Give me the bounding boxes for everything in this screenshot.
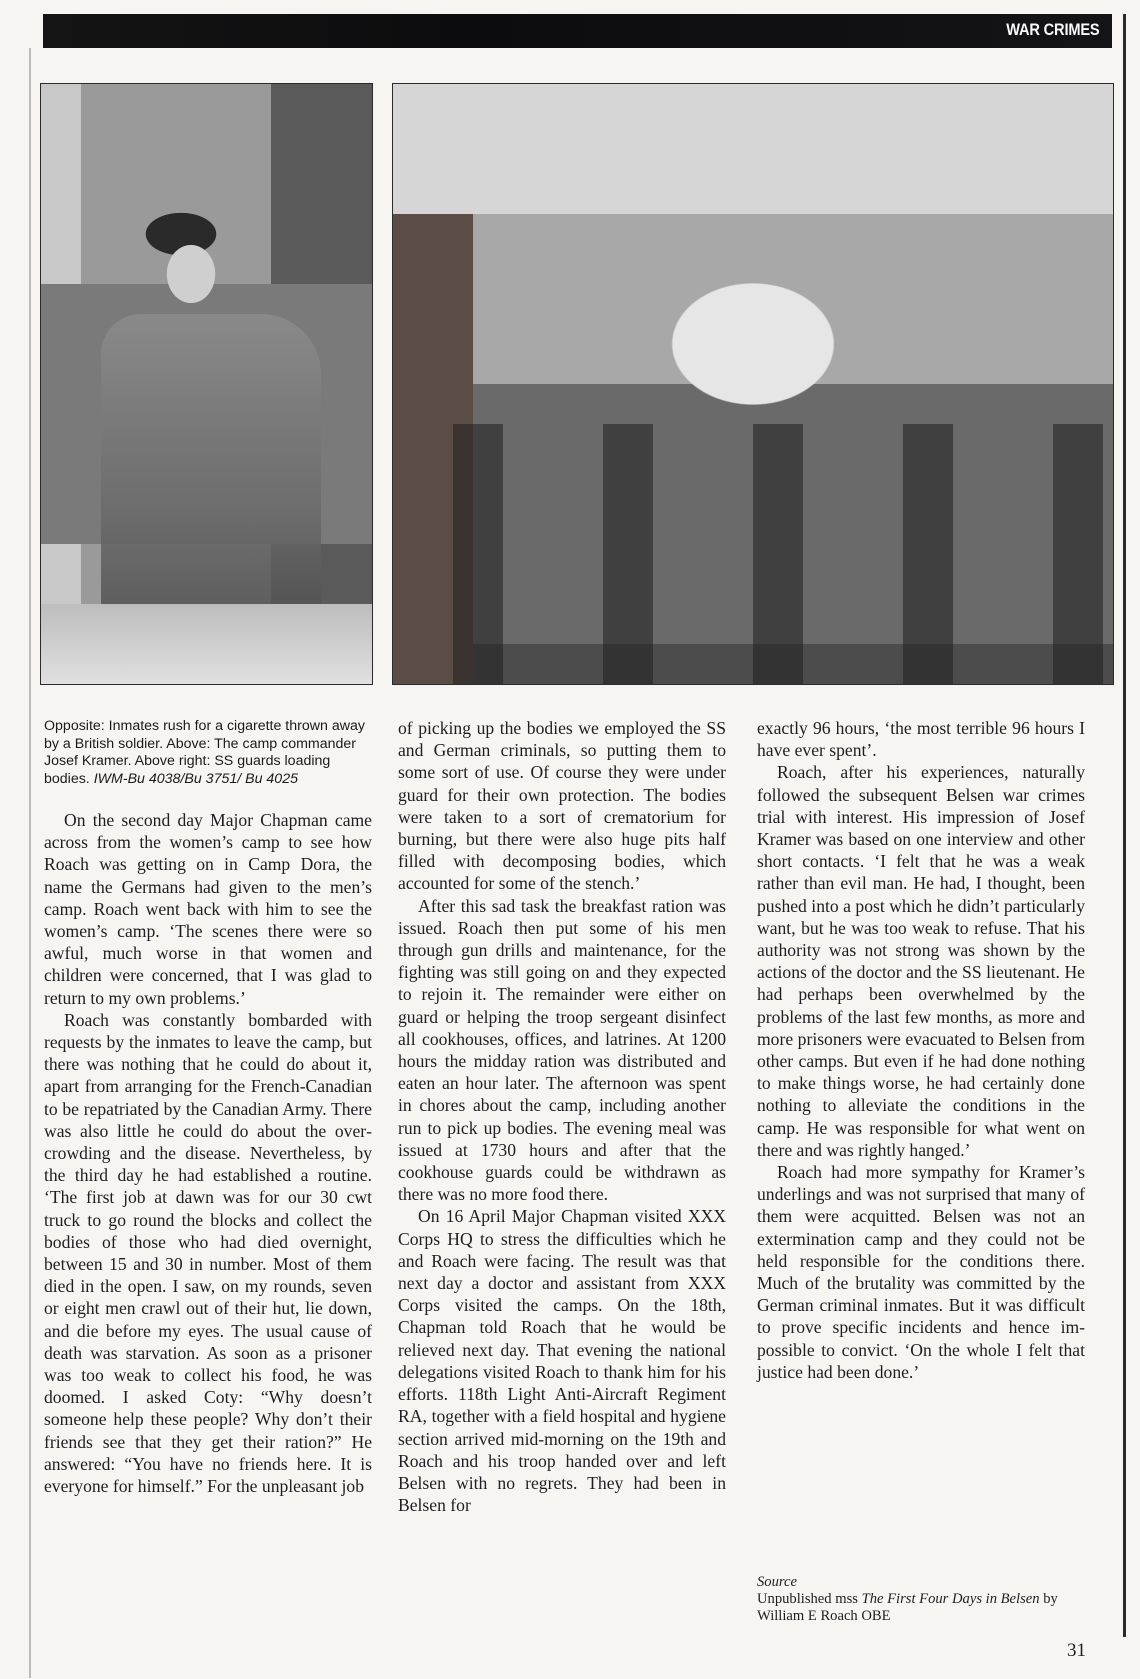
photo-josef-kramer: [40, 83, 373, 685]
section-title: WAR CRIMES: [1006, 20, 1100, 39]
source-label: Source: [757, 1574, 797, 1590]
caption-credit: IWM-Bu 4038/Bu 3751/ Bu 4025: [93, 770, 298, 787]
source-prefix: Unpublished mss: [757, 1591, 862, 1607]
text-column-3: [757, 717, 1085, 1383]
photo-caption: [44, 718, 372, 788]
paragraph: On the second day Major Chapman came across from the women’s camp to see how Roach was getting on in Camp Dora, the name the Germans had given to the men’s camp. Roach went back with him to see the women’s camp. ‘The scenes there were so awful, much worse in that women and children were concerned, that I was glad to return to my own problems.’: [44, 810, 372, 1008]
paragraph: of picking up the bodies we employed the SS and German criminals, so putting them to some sort of use. Of course they were under guard for their own protection. The bodies were taken to a sort of crematorium for burning, but there were also huge pits half filled with decomposing bodies, which accounted for some of the stench.’: [398, 718, 726, 894]
source-text: [757, 1591, 1097, 1625]
page-number: 31: [1067, 1640, 1086, 1661]
paragraph: On 16 April Major Chapman visited XXX Corps HQ to stress the difficulties which he and Roach were facing. The result was that next day a doctor and assistant from XXX Corps visited the camps. On the 18th, Chapman told Roach that he would be relieved next day. That evening the national delegations visited Roach to thank him for his efforts. 118th Light Anti-Aircraft Regiment RA, together with a field hospital and hygiene section arrived mid-morning on the 19th and Roach and his troop handed over and left Belsen with no regrets. They had been in Belsen for: [398, 1206, 726, 1516]
source-suffix: by William E Roach OBE: [757, 1591, 1058, 1624]
photo-ss-guards-loading-bodies: [392, 83, 1114, 685]
paragraph: Roach, after his experiences, naturally followed the subsequent Belsen war crimes trial with interest. His impression of Josef Kramer was based on one interview and other short contacts. ‘I felt that he was a weak rather than evil man. He had, I thought, been pushed into a post which he didn’t particularly want, but he was too weak to refuse. That his authority was not strong was shown by the actions of the doctor and the SS lieutenant. He had perhaps been overwhelmed by the problems of the last few months, as more and more prisoners were evacuated to Belsen from other camps. But even if he had done nothing to make things worse, he had certainly done nothing to alleviate the conditions in the camp. He was responsible for what went on there and was rightly hanged.’: [757, 762, 1085, 1160]
text-column-2: [398, 717, 726, 1516]
text-column-1: [44, 809, 372, 1497]
right-margin-rule: [1123, 14, 1126, 1637]
paragraph: exactly 96 hours, ‘the most terrible 96 hours I have ever spent’.: [757, 718, 1085, 761]
paragraph: Roach had more sympathy for Kramer’s underlings and was not surprised that many of them were acquitted. Belsen was not an extermination camp and they could not be held responsible for the conditions there. Much of the brutality was committed by the German criminal inmates. But it was difficult to prove specific incidents and hence impossible to convict. ‘On the whole I felt that justice had been done.’: [757, 1162, 1085, 1382]
source-citation: [757, 1574, 1097, 1625]
caption-text: Opposite: Inmates rush for a cigarette thrown away by a British soldier. Above: The camp commander Josef Kramer. Above right: SS guards loading bodies.: [44, 718, 365, 787]
section-header-bar: [43, 14, 1112, 48]
paragraph: Roach was constantly bombarded with requests by the inmates to leave the camp, but there was nothing that he could do about it, apart from arranging for the French-Canadian to be repatriated by the Canadian Army. There was also little he could do about the overcrowding and the disease. Nevertheless, by the third day he had established a routine. ‘The first job at dawn was for our 30 cwt truck to go round the blocks and collect the bodies of those who had died overnight, between 15 and 30 in number. Most of them died in the open. I saw, on my rounds, seven or eight men crawl out of their hut, lie down, and die before my eyes. The usual cause of death was starvation. As soon as a prisoner was too weak to collect his food, he was doomed. I asked Coty: “Why doesn’t someone help these people? Why don’t their friends see that they get their ration?” He answered: “You have no friends here. It is everyone for himself.” For the unpleasant job: [44, 1009, 372, 1497]
paragraph: After this sad task the breakfast ration was issued. Roach then put some of his men through gun drills and maintenance, for the fighting was still going on and they expected to rejoin it. The remainder were either on guard or helping the troop sergeant disinfect all cookhouses, offices, and latrines. At 1200 hours the midday ration was distributed and eaten an hour later. The afternoon was spent in chores about the camp, including another run to pick up bodies. The evening meal was issued at 1730 hours and after that the cookhouse guards could be withdrawn as there was no more food there.: [398, 895, 726, 1205]
left-margin-rule: [29, 48, 31, 1678]
source-title: The First Four Days in Belsen: [861, 1591, 1040, 1607]
